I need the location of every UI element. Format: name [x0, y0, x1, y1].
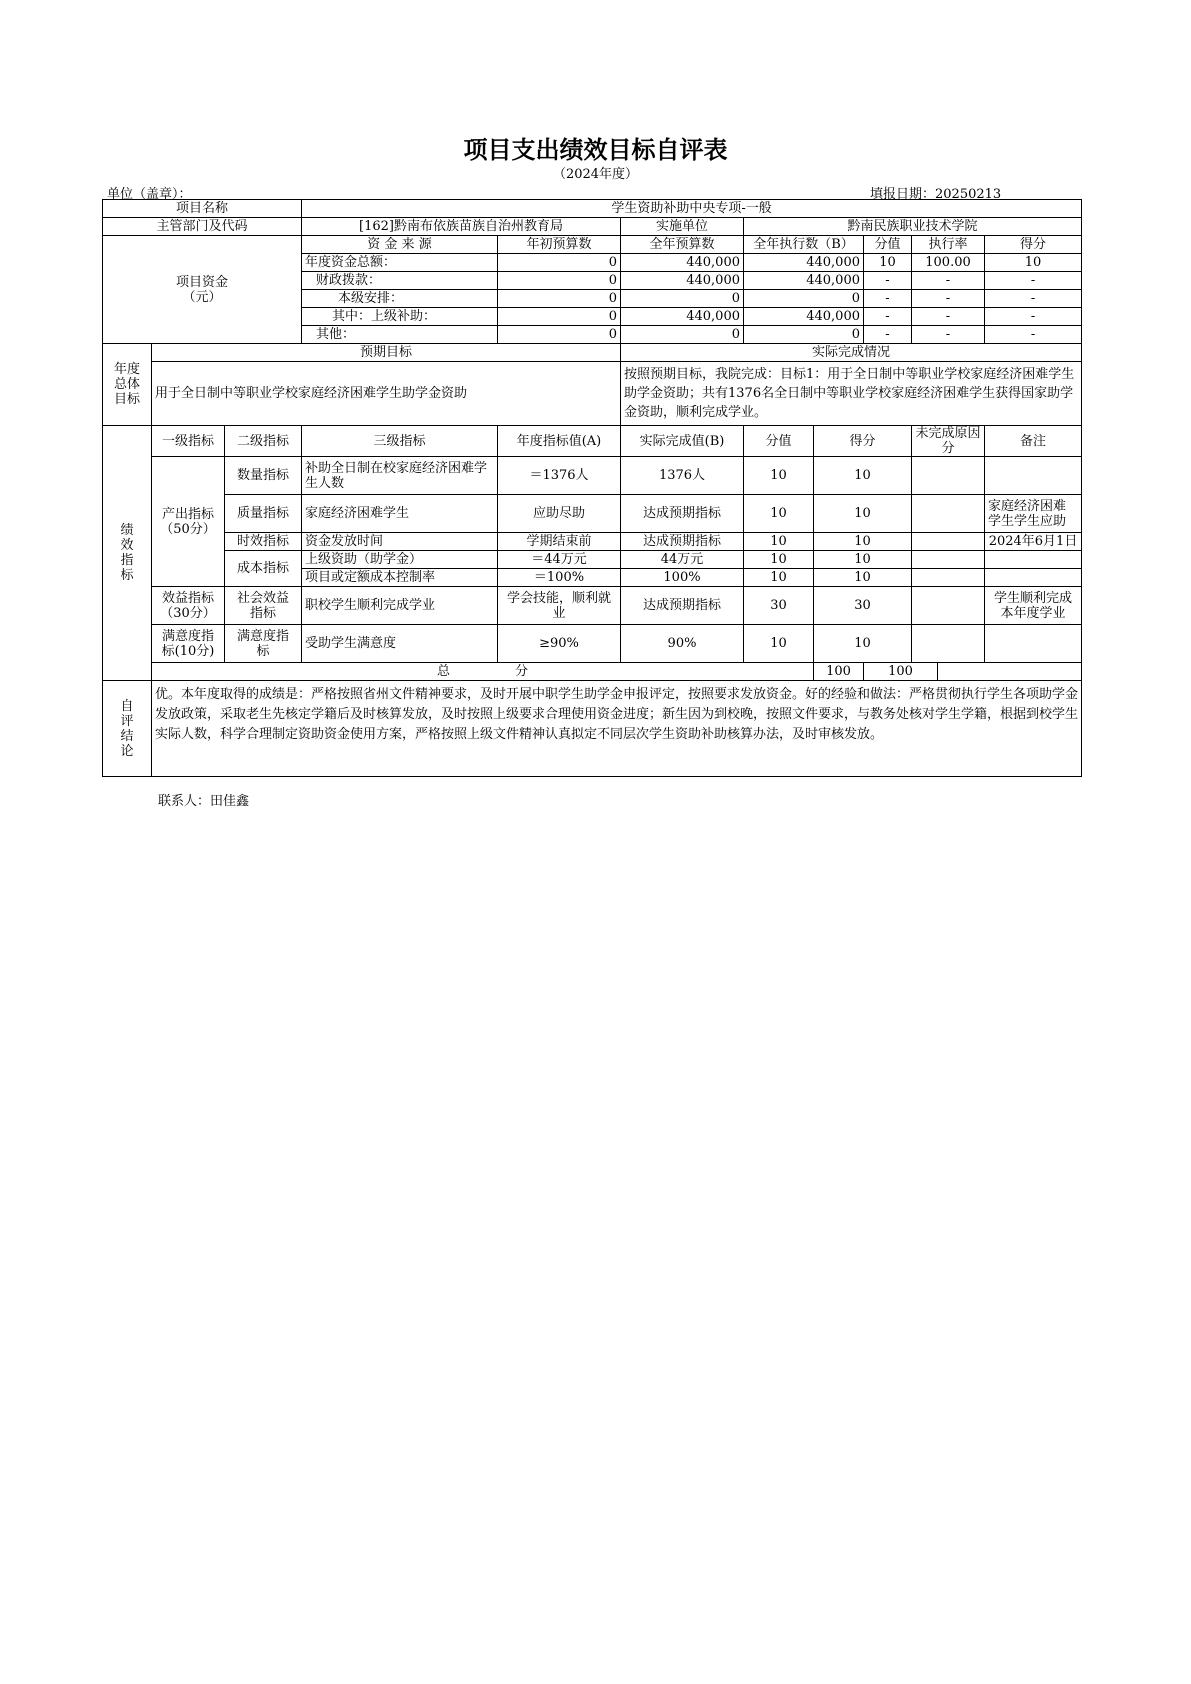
evaluation-label-3: 结	[120, 728, 134, 744]
ind-header-score-value: 分值	[744, 426, 814, 457]
funds-header-executed: 全年执行数（B）	[744, 236, 864, 254]
funds-row-fiscal-initial: 0	[498, 272, 621, 290]
funds-row-fiscal-annual: 440,000	[621, 272, 744, 290]
cost-2-target: ＝100%	[498, 569, 621, 587]
funds-row-total-score: 10	[985, 254, 1082, 272]
benefit-indicator-label	[152, 587, 225, 625]
quantity-target: ＝1376人	[498, 457, 621, 495]
timeliness-score: 10	[814, 533, 912, 551]
ind-header-level1: 一级指标	[152, 426, 225, 457]
quality-name: 家庭经济困难学生	[302, 495, 498, 533]
timeliness-score-value: 10	[744, 533, 814, 551]
contact-person: 联系人：田佳鑫	[158, 794, 250, 809]
funds-header-initial: 年初预算数	[498, 236, 621, 254]
funds-label: 项目资金	[175, 274, 228, 290]
dept-label: 主管部门及代码	[103, 218, 302, 236]
impl-value: 黔南民族职业技术学院	[744, 218, 1082, 236]
funds-row-total-executed: 440,000	[744, 254, 864, 272]
social-indicator	[225, 587, 302, 625]
social-score: 30	[814, 587, 912, 625]
timeliness-target: 学期结束前	[498, 533, 621, 551]
quantity-score: 10	[814, 457, 912, 495]
funds-section-label	[103, 236, 302, 344]
evaluation-label-2: 评	[120, 713, 134, 729]
unit-label: 单位（盖章）：	[107, 187, 192, 202]
funds-row-upper-annual: 440,000	[621, 308, 744, 326]
timeliness-note: 2024年6月1日	[985, 533, 1082, 551]
quantity-reason	[912, 457, 985, 495]
cost-2-actual: 100%	[621, 569, 744, 587]
satisfaction-indicator-label	[152, 625, 225, 663]
funds-row-upper-score: -	[985, 308, 1082, 326]
funds-header-annual: 全年预算数	[621, 236, 744, 254]
satisf-label-1: 满意度指	[236, 628, 289, 644]
indicators-label-3: 指	[120, 553, 134, 568]
funds-row-other-rate: -	[912, 326, 985, 344]
satisf-label-2: 标	[256, 643, 270, 659]
funds-row-local-source: 本级安排：	[302, 290, 498, 308]
funds-header-score-value: 分值	[864, 236, 912, 254]
ind-header-level2: 二级指标	[225, 426, 302, 457]
timeliness-actual: 达成预期指标	[621, 533, 744, 551]
quantity-name: 补助全日制在校家庭经济困难学生人数	[302, 457, 498, 495]
funds-row-local-score-value: -	[864, 290, 912, 308]
funds-row-local-initial: 0	[498, 290, 621, 308]
funds-row-total-rate: 100.00	[912, 254, 985, 272]
funds-row-upper-initial: 0	[498, 308, 621, 326]
goals-section-label	[103, 344, 152, 426]
funds-header-rate: 执行率	[912, 236, 985, 254]
evaluation-table	[102, 199, 1082, 777]
cost-2-reason	[912, 569, 985, 587]
ind-header-reason: 未完成原因分	[912, 426, 985, 457]
social-score-value: 30	[744, 587, 814, 625]
ind-header-note: 备注	[985, 426, 1082, 457]
total-score-value: 100	[814, 663, 864, 681]
actual-completion-header: 实际完成情况	[621, 344, 1082, 362]
quality-actual: 达成预期指标	[621, 495, 744, 533]
timeliness-indicator: 时效指标	[225, 533, 302, 551]
satisfaction-label: 满意度指	[161, 628, 214, 644]
funds-row-local-executed: 0	[744, 290, 864, 308]
cost-1-name: 上级资助（助学金）	[302, 551, 498, 569]
cost-2-score-value: 10	[744, 569, 814, 587]
funds-row-upper-score-value: -	[864, 308, 912, 326]
quantity-note	[985, 457, 1082, 495]
ind-header-score: 得分	[814, 426, 912, 457]
timeliness-reason	[912, 533, 985, 551]
funds-row-local-score: -	[985, 290, 1082, 308]
social-actual: 达成预期指标	[621, 587, 744, 625]
timeliness-name: 资金发放时间	[302, 533, 498, 551]
indicators-section-label	[103, 426, 152, 681]
quantity-score-value: 10	[744, 457, 814, 495]
funds-row-upper-executed: 440,000	[744, 308, 864, 326]
funds-row-total-annual: 440,000	[621, 254, 744, 272]
indicators-label-1: 绩	[120, 523, 134, 538]
satisf-indicator	[225, 625, 302, 663]
social-target: 学会技能，顺利就业	[498, 587, 621, 625]
ind-header-actual: 实际完成值(B)	[621, 426, 744, 457]
funds-row-fiscal-source: 财政拨款：	[302, 272, 498, 290]
social-label-2: 指标	[249, 605, 276, 621]
benefit-label: 效益指标	[161, 590, 214, 606]
funds-row-other-executed: 0	[744, 326, 864, 344]
quality-score-value: 10	[744, 495, 814, 533]
funds-row-upper-rate: -	[912, 308, 985, 326]
cost-1-score: 10	[814, 551, 912, 569]
cost-1-reason	[912, 551, 985, 569]
fill-date: 填报日期：20250213	[870, 187, 1002, 202]
indicators-label-4: 标	[120, 568, 134, 583]
social-reason	[912, 587, 985, 625]
satisfaction-target: ≥90%	[498, 625, 621, 663]
quality-score: 10	[814, 495, 912, 533]
cost-indicator: 成本指标	[225, 551, 302, 587]
cost-2-name: 项目或定额成本控制率	[302, 569, 498, 587]
quality-target: 应助尽助	[498, 495, 621, 533]
funds-unit: （元）	[182, 289, 222, 305]
funds-row-local-annual: 0	[621, 290, 744, 308]
quality-note: 家庭经济困难学生学生应助	[985, 495, 1082, 533]
project-name-label: 项目名称	[103, 200, 302, 218]
satisfaction-note	[985, 625, 1082, 663]
quality-indicator: 质量指标	[225, 495, 302, 533]
output-label: 产出指标	[161, 506, 214, 522]
evaluation-label-1: 自	[120, 698, 134, 714]
output-score: （50分）	[160, 521, 216, 537]
funds-row-local-rate: -	[912, 290, 985, 308]
funds-row-upper-source: 其中：上级补助：	[302, 308, 498, 326]
actual-completion-text: 按照预期目标，我院完成：目标1：用于全日制中等职业学校家庭经济困难学生助学金资助；共有1376名全日制中等职业学校家庭经济困难学生获得国家助学金资助，顺利完成学业。	[621, 362, 1082, 426]
indicators-label-2: 效	[120, 538, 134, 553]
funds-row-total-score-value: 10	[864, 254, 912, 272]
funds-row-other-score: -	[985, 326, 1082, 344]
expected-goal-header: 预期目标	[152, 344, 621, 362]
satisfaction-actual: 90%	[621, 625, 744, 663]
social-note: 学生顺利完成本年度学业	[985, 587, 1082, 625]
evaluation-label-4: 论	[120, 743, 134, 759]
satisfaction-reason	[912, 625, 985, 663]
total-score: 100	[864, 663, 938, 681]
funds-row-total-initial: 0	[498, 254, 621, 272]
satisfaction-score-label: 标(10分)	[161, 643, 215, 659]
funds-row-fiscal-score-value: -	[864, 272, 912, 290]
total-label: 总 分	[152, 663, 814, 681]
cost-1-actual: 44万元	[621, 551, 744, 569]
quality-reason	[912, 495, 985, 533]
satisfaction-score: 10	[814, 625, 912, 663]
evaluation-section-label	[103, 681, 152, 777]
report-year: （2024年度）	[552, 167, 639, 182]
evaluation-text: 优。本年度取得的成绩是：严格按照省州文件精神要求，及时开展中职学生助学金申报评定，按照要求发放资金。好的经验和做法：严格贯彻执行学生各项助学金发放政策，采取老生先核定学籍后及时核算发放，及时按照上级要求合理使用资金进度；新生因为到校晚，按照文件要求，与教务处核对学生学籍，根据到校学生实际人数，科学合理制定资助资金使用方案，严格按照上级文件精神认真拟定不同层次学生资助补助核算办法，及时审核发放。	[152, 681, 1082, 777]
goals-label-1: 年度	[113, 362, 140, 377]
expected-goal-text: 用于全日制中等职业学校家庭经济困难学生助学金资助	[152, 362, 621, 426]
satisfaction-name: 受助学生满意度	[302, 625, 498, 663]
funds-header-source: 资 金 来 源	[302, 236, 498, 254]
funds-row-fiscal-rate: -	[912, 272, 985, 290]
quantity-actual: 1376人	[621, 457, 744, 495]
cost-1-note	[985, 551, 1082, 569]
ind-header-level3: 三级指标	[302, 426, 498, 457]
project-name-value: 学生资助补助中央专项-一般	[302, 200, 1082, 218]
total-empty	[938, 663, 1082, 681]
benefit-score: （30分）	[160, 605, 216, 621]
funds-row-fiscal-executed: 440,000	[744, 272, 864, 290]
quantity-indicator: 数量指标	[225, 457, 302, 495]
funds-row-other-score-value: -	[864, 326, 912, 344]
cost-1-target: ＝44万元	[498, 551, 621, 569]
goals-label-2: 总体	[113, 377, 140, 392]
funds-row-total-source: 年度资金总额：	[302, 254, 498, 272]
funds-row-fiscal-score: -	[985, 272, 1082, 290]
funds-header-score: 得分	[985, 236, 1082, 254]
cost-2-score: 10	[814, 569, 912, 587]
cost-2-note	[985, 569, 1082, 587]
cost-1-score-value: 10	[744, 551, 814, 569]
funds-row-other-initial: 0	[498, 326, 621, 344]
funds-row-other-annual: 0	[621, 326, 744, 344]
ind-header-target: 年度指标值(A)	[498, 426, 621, 457]
dept-value: [162]黔南布依族苗族自治州教育局	[302, 218, 621, 236]
page-title: 项目支出绩效目标自评表	[463, 136, 728, 164]
social-label-1: 社会效益	[236, 590, 289, 606]
social-name: 职校学生顺利完成学业	[302, 587, 498, 625]
output-indicator-label	[152, 457, 225, 587]
goals-label-3: 目标	[113, 392, 140, 407]
impl-label: 实施单位	[621, 218, 744, 236]
funds-row-other-source: 其他：	[302, 326, 498, 344]
satisfaction-score-value: 10	[744, 625, 814, 663]
